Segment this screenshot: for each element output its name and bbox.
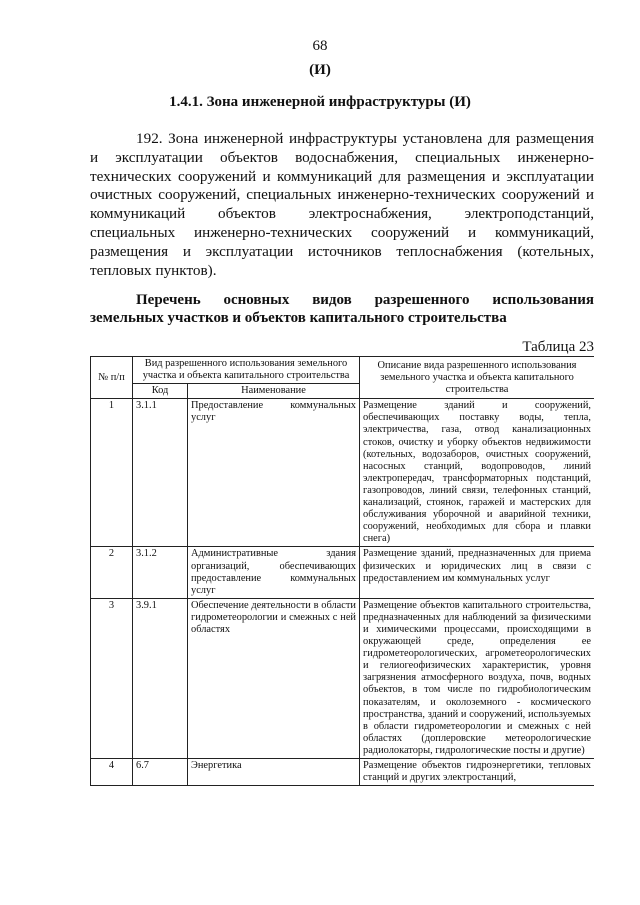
header-code: Код: [133, 384, 188, 399]
row-name: Обеспечение деятельности в области гидрометеорологии и смежных с ней областях: [188, 598, 360, 758]
row-description: Размещение объектов гидроэнергетики, тепловых станций и других электростанций,: [360, 759, 595, 786]
row-code: 3.1.2: [133, 547, 188, 598]
table-row: [91, 759, 595, 786]
row-number: 2: [91, 547, 133, 598]
header-number: № п/п: [91, 357, 133, 399]
header-name: Наименование: [188, 384, 360, 399]
row-number: 4: [91, 759, 133, 786]
table-row: [91, 598, 595, 758]
row-code: 3.1.1: [133, 399, 188, 547]
body-paragraph: 192. Зона инженерной инфраструктуры установлена для размещения и эксплуатации объектов водоснабжения, специальных инженерно-технических сооружений и коммуникаций для размещения и эксплуатации очистных сооружений, специальных инженерно-технических сооружений и коммуникаций объектов электроснабжения, электроподстанций, специальных инженерно-технических сооружений и коммуникаций, размещения и эксплуатации источников теплоснабжения (котельных, тепловых пунктов).: [90, 130, 594, 279]
section-heading: 1.4.1. Зона инженерной инфраструктуры (И): [169, 94, 471, 110]
table-row: [91, 547, 595, 598]
permitted-use-table: [90, 356, 594, 786]
row-description: Размещение зданий и сооружений, обеспечивающих поставку воды, тепла, электричества, газа, отвод канализационных стоков, очистку и уборку объектов недвижимости (котельных, водозаборов, очистных сооружений, насосных станций, водопроводов, линий электропередач, трансформаторных подстанций, газопроводов, линий связи, телефонных станций, канализаций, стоянок, гаражей и мастерских для обслуживания уборочной и аварийной техники, сооружений, необходимых для сбора и плавки снега): [360, 399, 595, 547]
header-use-type: Вид разрешенного использования земельного участка и объекта капитального строительства: [133, 357, 360, 384]
row-name: Предоставление коммунальных услуг: [188, 399, 360, 547]
table-container: [90, 356, 594, 856]
row-name: Административные здания организаций, обеспечивающих предоставление коммунальных услуг: [188, 547, 360, 598]
list-heading: Перечень основных видов разрешенного использования земельных участков и объектов капитального строительства: [90, 292, 594, 326]
table-caption: Таблица 23: [522, 339, 594, 355]
row-name: Энергетика: [188, 759, 360, 786]
row-number: 1: [91, 399, 133, 547]
row-description: Размещение зданий, предназначенных для приема физических и юридических лиц в связи с предоставлением им коммунальных услуг: [360, 547, 595, 598]
row-number: 3: [91, 598, 133, 758]
row-code: 3.9.1: [133, 598, 188, 758]
zone-code: (И): [309, 62, 331, 78]
row-description: Размещение объектов капитального строительства, предназначенных для наблюдений за физическими и химическими процессами, происходящими в окружающей среде, определения ее гидрометеорологических, агрометеорологических и гелиогеофизических характеристик, уровня загрязнения атмосферного воздуха, почв, водных объектов, в том числе по гидробиологическим показателям, и околоземного - космического пространства, зданий и сооружений, используемых в области гидрометеорологии и смежных с ней областях (доплеровские метеорологические радиолокаторы, гидрологические посты и другие): [360, 598, 595, 758]
table-row: [91, 399, 595, 547]
row-code: 6.7: [133, 759, 188, 786]
header-description: Описание вида разрешенного использования земельного участка и объекта капитального строительства: [360, 357, 595, 399]
page-number: 68: [312, 38, 328, 54]
